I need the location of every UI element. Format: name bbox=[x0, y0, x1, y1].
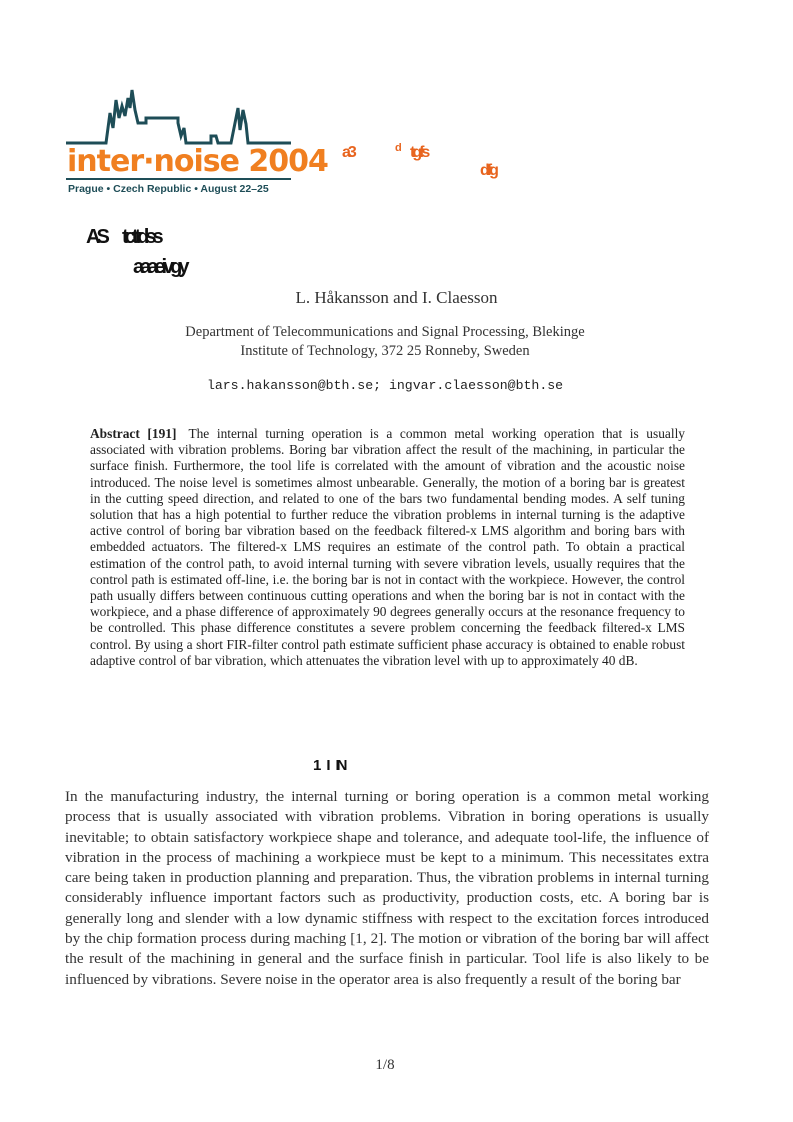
section-heading bbox=[313, 757, 345, 774]
section-number: 1 bbox=[313, 757, 321, 774]
authors: L. Håkansson and I. Claesson bbox=[295, 288, 498, 307]
affiliation bbox=[0, 323, 770, 361]
abstract bbox=[90, 426, 685, 669]
header-glyph: tgfs bbox=[410, 144, 428, 161]
body-paragraph: In the manufacturing industry, the internal turning or boring operation is a common metal working process that is usually associated with vibration problems. Vibration in boring operations is usually inevitable; to obtain satisfactory workpiece shape and tolerance, and adequate tool-life, the influence of vibration in the process of machining a workpiece must be kept to a minimum. This necessitates extra care being taken in production planning and preparation. Thus, the vibration problems in internal turning considerably influence important factors such as productivity, production costs, etc. A boring bar is generally long and slender with a low dynamic stiffness with respect to the excitation forces introduced by the chip formation process during maching [1, 2]. The motion or vibration of the boring bar will affect the result of the machining in general and the surface finish in particular. Tool life is also likely to be influenced by vibrations. Severe noise in the operator area is also frequently a result of the boring bar bbox=[65, 788, 709, 988]
affiliation-line: Department of Telecommunications and Signal Processing, Blekinge bbox=[185, 324, 585, 340]
logo-wordmark: inter·noise 2004 bbox=[67, 144, 328, 179]
section-letter: I bbox=[326, 757, 330, 774]
affiliation-line: Institute of Technology, 372 25 Ronneby, Sweden bbox=[240, 343, 530, 359]
abstract-text: The internal turning operation is a common metal working operation that is usually associated with vibration problems. Boring bar vibration affect the result of the machining, in particular the surface finish. Furthermore, the tool life is correlated with the amount of vibration and the acoustic noise introduced. The noise level is sometimes almost unbearable. Generally, the motion of a boring bar is greatest in the cutting speed direction, and related to one of the bars two fundamental bending modes. A self tuning solution that has a high potential to further reduce the vibration problems in internal turning is the adaptive active control of boring bar vibration based on the feedback filtered-x LMS algorithm and boring bars with embedded actuators. The filtered-x LMS requires an estimate of the control path. To obtain a practical estimation of the control path, to avoid internal turning with severe vibration levels, usually requires that the control path is estimated off-line, i.e. the boring bar is not in contact with the workpiece. However, the control path usually differs between continuous cutting operations and when the boring bar is not in contact with the workpiece, and a phase difference of approximately 90 degrees generally occurs at the resonance frequency to be controlled. This phase difference constitutes a severe problem concerning the feedback filtered-x LMS control. By using a short FIR-filter control path estimate sufficient phase accuracy is obtained to enable robust adaptive control of bar vibration, which attenuates the vibration level with up to approximately 40 dB. bbox=[90, 426, 685, 668]
conference-logo bbox=[66, 88, 328, 200]
abstract-label: Abstract [191] bbox=[90, 426, 177, 441]
paper-title-part: tcttdss bbox=[122, 226, 160, 248]
paper-title-part: aaaeivgy bbox=[133, 256, 186, 278]
author-emails: lars.hakansson@bth.se; ingvar.claesson@bth.se bbox=[206, 378, 564, 393]
header-glyph: dfg bbox=[480, 162, 496, 179]
header-glyph: d bbox=[395, 142, 399, 154]
header-glyph: a3 bbox=[342, 144, 354, 161]
page-number: 1/8 bbox=[375, 1057, 395, 1073]
section-word: IN bbox=[335, 757, 345, 774]
logo-subtitle: Prague • Czech Republic • August 22–25 bbox=[68, 183, 269, 195]
paper-title-part: AS bbox=[86, 226, 106, 248]
